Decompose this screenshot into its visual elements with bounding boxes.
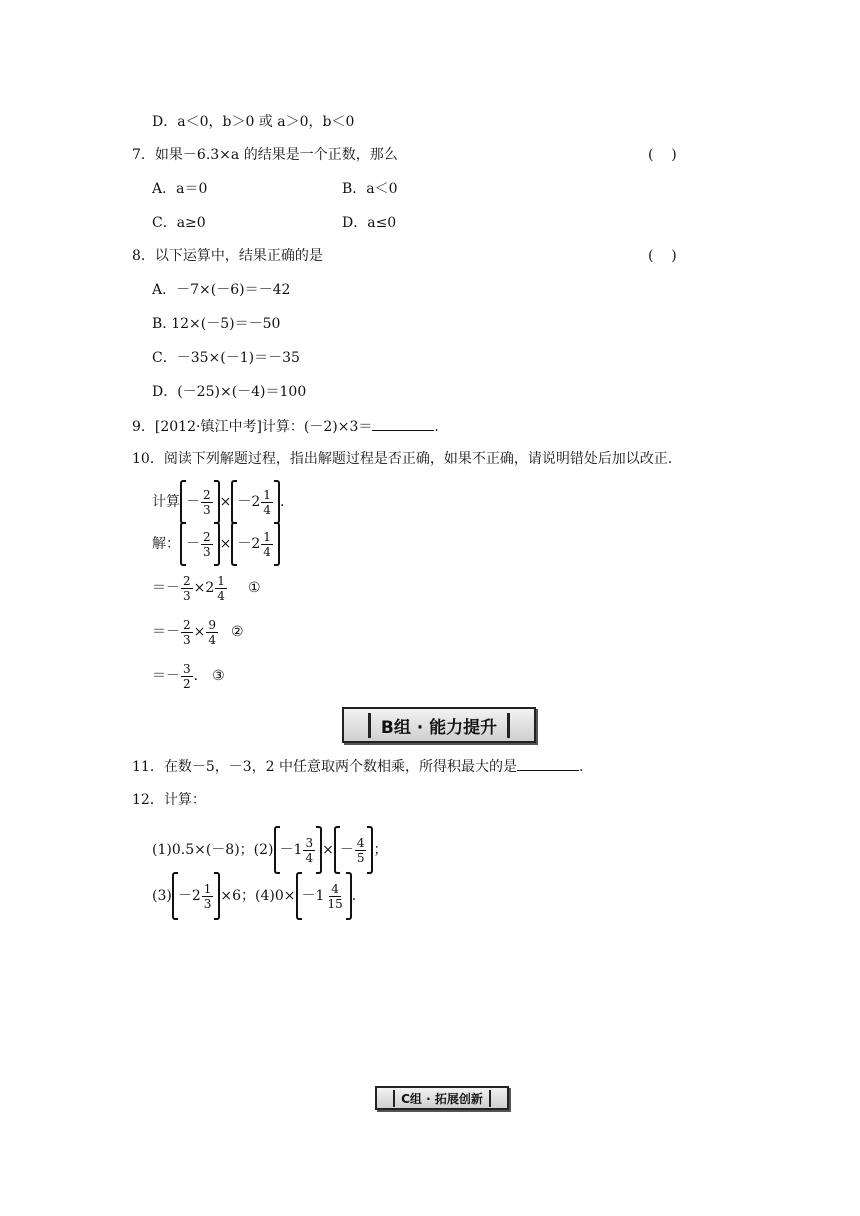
q10-bracket-4: － 2 $\frac{1}{4}$ [231,522,280,566]
fraction-2-3: $\frac{2}{3}$ [203,487,211,517]
section-b-banner: B组 · 能力提升 [342,707,536,743]
q9-answer-blank[interactable] [372,416,434,431]
q9-stem: 9．[2012·镇江中考]计算：(－2)×3＝ [132,419,373,435]
minus-sign: － [237,494,252,510]
q8-option-b: B. 12×(－5)＝－50 [152,316,281,332]
q7-stem: 7．如果－6.3×a 的结果是一个正数，那么 [132,147,398,163]
q8-answer-paren: ( ) [648,248,677,264]
q10-step-3: ＝－ $\frac{3}{2}$ . ③ [152,656,225,696]
times-sign: × [219,494,232,510]
q8-option-d: D．(－25)×(－4)＝100 [152,384,307,400]
section-c-banner: C组 · 拓展创新 [375,1086,509,1110]
q6-option-d: D．a＜0，b＞0 或 a＞0，b＜0 [152,114,355,130]
q12-stem: 12．计算： [132,792,206,808]
q10-solve-line: 解： － $\frac{2}{3}$ × － 2 $\frac{1}{4}$ [152,522,280,566]
mixed-2-1-4: 2 $\frac{1}{4}$ [251,487,271,517]
q10-step-2: ＝－ $\frac{2}{3}$ × $\frac{9}{4}$ ② [152,612,244,652]
q12-bracket-4: －1 $\frac{4}{15}$ [296,872,352,920]
period: . [279,494,285,510]
q10-calc-label: 计算 [152,494,180,510]
q9-end: . [434,419,439,435]
q10-bracket-2 [231,480,280,524]
q8-option-a: A．－7×(－6)＝－42 [152,282,291,298]
q9 [132,416,439,437]
q12-part-1-2: (1)0.5×(－8)；(2) －1 $\frac{3}{4}$ × － $\frac{4}{5}$ ； [152,826,387,874]
q11: 11．在数－5，－3，2 中任意取两个数相乘，所得积最大的是 . [132,756,583,777]
q7-option-b: B．a＜0 [342,181,398,197]
q10-bracket-1 [180,480,220,524]
step-marker-1: ① [247,580,261,596]
q7-option-a: A．a＝0 [152,181,208,197]
q8-stem: 8．以下运算中，结果正确的是 [132,248,323,264]
q10-solve-label: 解： [152,536,180,552]
q11-answer-blank[interactable] [517,756,579,771]
q12-bracket-3: －2 $\frac{1}{3}$ [172,872,221,920]
minus-sign: － [186,494,200,510]
step-marker-2: ② [231,624,244,640]
q12-bracket-1: －1 $\frac{3}{4}$ [274,826,323,874]
q12-p1: (1)0.5×(－8)； [152,842,254,858]
q10-bracket-3: － $\frac{2}{3}$ [180,522,220,566]
step-marker-3: ③ [212,668,225,684]
q11-stem: 11．在数－5，－3，2 中任意取两个数相乘，所得积最大的是 [132,759,517,775]
q8-option-c: C．－35×(－1)＝－35 [152,350,300,366]
q10-stem: 10．阅读下列解题过程，指出解题过程是否正确，如果不正确，请说明错处后加以改正. [132,451,673,467]
q7-answer-paren: ( ) [648,147,677,163]
q7-option-d: D．a≤0 [342,215,397,231]
q7-option-c: C．a≥0 [152,215,206,231]
q12-bracket-2: － $\frac{4}{5}$ [334,826,374,874]
q10-step-1: ＝－ $\frac{2}{3}$ × 2 $\frac{1}{4}$ ① [152,568,261,608]
q12-part-3-4: (3) －2 $\frac{1}{3}$ ×6；(4)0× －1 $\frac{4}{15}$ . [152,872,356,920]
q10-calc-line [152,480,284,524]
